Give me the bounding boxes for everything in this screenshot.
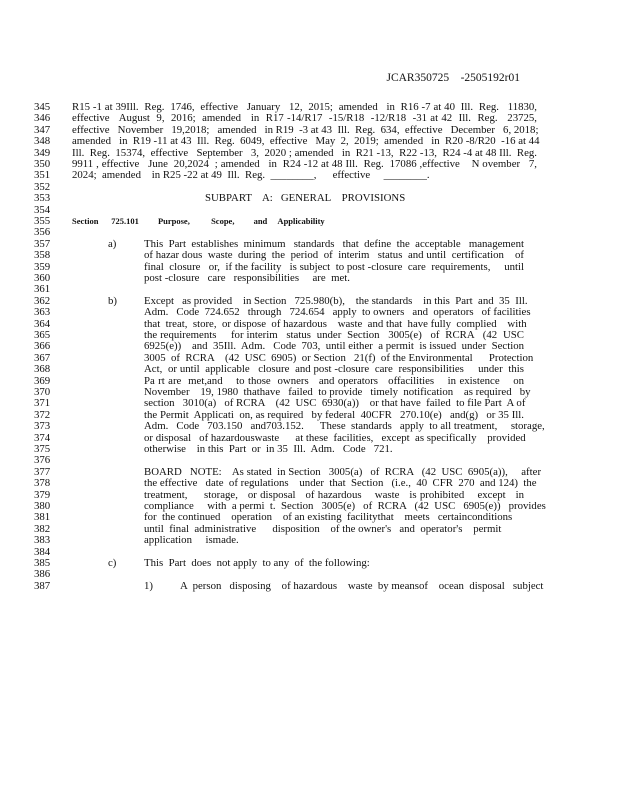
document-line: [0, 227, 618, 238]
document-line: [0, 262, 618, 273]
line-number: 362: [34, 294, 51, 307]
line-number: 376: [34, 454, 51, 467]
line-number: 387: [34, 579, 51, 592]
document-line: [0, 569, 618, 580]
line-number: 381: [34, 511, 51, 524]
document-line: [0, 205, 618, 216]
line-text: BOARD NOTE: As stated in Section 3005(a) of RCRA (42 USC 6905(a)), after: [144, 465, 542, 478]
line-number: 360: [34, 272, 51, 284]
line-number: 370: [34, 386, 51, 398]
line-text: This Part establishes minimum standards that define the acceptable management: [144, 237, 524, 250]
line-number: 346: [34, 112, 51, 125]
line-number: 367: [34, 351, 51, 364]
document-line: [0, 421, 618, 432]
document-line: [0, 467, 618, 478]
line-number: 354: [34, 203, 51, 216]
document-line: [0, 353, 618, 364]
line-number: 371: [34, 397, 51, 410]
line-number: 355: [34, 215, 51, 227]
line-number: 368: [34, 363, 51, 376]
document-line: [0, 387, 618, 398]
line-text: Adm. Code 703.150 and703.152. These standards apply to all treatment, storage,: [144, 420, 545, 433]
line-text: November 19, 1980 thathave failed to provide timely notification as required by: [144, 386, 531, 398]
line-number: 351: [34, 169, 51, 182]
document-line: [0, 341, 618, 352]
line-text: 6925(e)) and 35Ill. Adm. Code 703, until either a permit is issued under Section: [144, 340, 524, 353]
document-line: [0, 307, 618, 318]
line-number: 364: [34, 317, 51, 330]
document-id-header: JCAR350725 -2505192r01: [386, 72, 520, 84]
document-line: [0, 455, 618, 466]
document-line: [0, 490, 618, 501]
line-number: 357: [34, 237, 51, 250]
line-number: 345: [34, 101, 51, 113]
line-text: post -closure care responsibilities are met.: [144, 272, 350, 284]
document-line: [0, 148, 618, 159]
line-text: until final administrative disposition of the owner's and operator's permit: [144, 522, 502, 535]
line-number: 385: [34, 557, 51, 569]
line-text: Ill. Reg. 15374, effective September 3, 2020 ; amended in R21 -13, R22 -13, R24 -4 at 48 Ill. Reg.: [72, 146, 537, 159]
line-text: treatment, storage, or disposal of hazardous waste is prohibited except in: [144, 488, 524, 501]
line-number: 383: [34, 534, 51, 547]
line-number: 347: [34, 123, 51, 136]
line-text: effective November 19,2018; amended in R19 -3 at 43 Ill. Reg. 634, effective December 6, 2018;: [72, 123, 539, 136]
document-line: [0, 102, 618, 113]
line-text: Pa rt are met,and to those owners and operators offacilities in existence on: [144, 374, 524, 387]
document-line: [0, 501, 618, 512]
line-text: the effective date of regulations under that Section (i.e., 40 CFR 270 and 124) the: [144, 477, 537, 490]
line-number: 350: [34, 158, 51, 170]
line-text: the Permit Applicati on, as required by federal 40CFR 270.10(e) and(g) or 35 Ill.: [144, 408, 524, 421]
line-number: 377: [34, 465, 51, 478]
line-number: 374: [34, 431, 51, 444]
document-line: [0, 512, 618, 523]
line-text: Act, or until applicable closure and post -closure care responsibilities under this: [144, 363, 524, 376]
line-text: section 3010(a) of RCRA (42 USC 6930(a)) or that have failed to file Part A of: [144, 397, 526, 410]
document-line: [0, 547, 618, 558]
document-line: [0, 581, 618, 592]
line-number: 349: [34, 146, 51, 159]
subsection-label: a): [108, 237, 117, 250]
line-text: R15 -1 at 39Ill. Reg. 1746, effective January 12, 2015; amended in R16 -7 at 40 Ill. Reg. 11830,: [72, 101, 537, 113]
line-text: application ismade.: [144, 534, 239, 547]
line-text: Adm. Code 724.652 through 724.654 apply to owners and operators of facilities: [144, 306, 531, 319]
document-line: [0, 376, 618, 387]
line-number: 375: [34, 443, 51, 455]
document-line: [0, 296, 618, 307]
line-number: 358: [34, 249, 51, 262]
document-line: [0, 250, 618, 261]
document-line: [0, 535, 618, 546]
line-number: 386: [34, 568, 51, 581]
document-line: [0, 558, 618, 569]
line-number: 373: [34, 420, 51, 433]
document-line: [0, 319, 618, 330]
document-line: [0, 125, 618, 136]
line-text: for the continued operation of an existing facilitythat meets certainconditions: [144, 511, 513, 524]
subpart-heading: SUBPART A: GENERAL PROVISIONS: [205, 192, 406, 205]
line-number: 384: [34, 545, 51, 558]
line-text: the requirements for interim status under Section 3005(e) of RCRA (42 USC: [144, 329, 524, 341]
document-line: [0, 193, 618, 204]
document-line: [0, 273, 618, 284]
line-text: final closure or, if the facility is subject to post -closure care requirements, until: [144, 260, 524, 273]
line-number: 353: [34, 192, 51, 205]
document-line: [0, 284, 618, 295]
line-number: 369: [34, 374, 51, 387]
document-line: [0, 444, 618, 455]
line-text: that treat, store, or dispose of hazardous waste and that have fully complied with: [144, 317, 527, 330]
document-line: [0, 136, 618, 147]
line-number: 359: [34, 260, 51, 273]
line-text: otherwise in this Part or in 35 Ill. Adm. Code 721.: [144, 443, 393, 455]
line-number: 356: [34, 226, 51, 239]
subsection-label: b): [108, 294, 117, 307]
line-number: 372: [34, 408, 51, 421]
subsection-label: c): [108, 557, 117, 569]
line-text: of hazar dous waste during the period of interim status and until certification of: [144, 249, 524, 262]
subsection-label: 1): [144, 579, 153, 592]
document-line: [0, 410, 618, 421]
line-text: or disposal of hazardouswaste at these facilities, except as specifically provided: [144, 431, 526, 444]
document-line: [0, 330, 618, 341]
line-number: 361: [34, 283, 51, 296]
line-text: 9911 , effective June 20,2024 ; amended in R24 -12 at 48 Ill. Reg. 17086 ,effective N ovember 7,: [72, 158, 537, 170]
document-line: [0, 159, 618, 170]
line-text: amended in R19 -11 at 43 Ill. Reg. 6049, effective May 2, 2019; amended in R20 -8/R20 -16 at 44: [72, 135, 540, 148]
document-line: [0, 216, 618, 227]
line-text: Except as provided in Section 725.980(b), the standards in this Part and 35 Ill.: [144, 294, 528, 307]
document-line: [0, 364, 618, 375]
line-text: 3005 of RCRA (42 USC 6905) or Section 21(f) of the Environmental Protection: [144, 351, 534, 364]
line-number: 366: [34, 340, 51, 353]
line-number: 348: [34, 135, 51, 148]
line-text: A person disposing of hazardous waste by meansof ocean disposal subject: [180, 579, 544, 592]
line-text: compliance with a permi t. Section 3005(e) of RCRA (42 USC 6905(e)) provides: [144, 500, 546, 512]
document-line: [0, 398, 618, 409]
line-text: 2024; amended in R25 -22 at 49 Ill. Reg. ________, effective ________.: [72, 169, 430, 182]
line-number: 378: [34, 477, 51, 490]
line-number: 382: [34, 522, 51, 535]
document-line: [0, 239, 618, 250]
line-number: 352: [34, 180, 51, 193]
line-number: 380: [34, 500, 51, 512]
document-line: [0, 478, 618, 489]
document-line: [0, 433, 618, 444]
line-text: effective August 9, 2016; amended in R17 -14/R17 -15/R18 -12/R18 -31 at 42 Ill. Reg. 23725,: [72, 112, 537, 125]
document-line: [0, 524, 618, 535]
document-line: [0, 170, 618, 181]
line-number: 379: [34, 488, 51, 501]
section-heading: Section 725.101 Purpose, Scope, and Applicability: [72, 216, 325, 226]
line-number: 363: [34, 306, 51, 319]
line-number: 365: [34, 329, 51, 341]
line-text: This Part does not apply to any of the following:: [144, 557, 370, 569]
document-line: [0, 113, 618, 124]
document-line: [0, 182, 618, 193]
